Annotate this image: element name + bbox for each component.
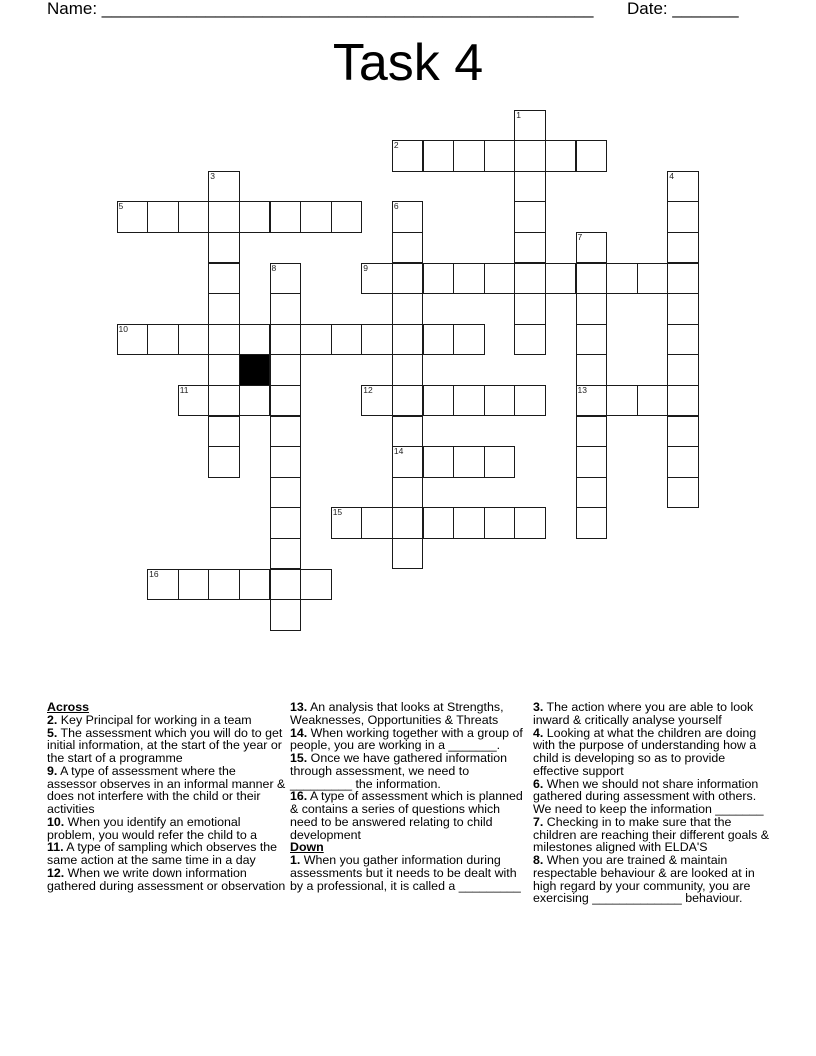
- grid-cell[interactable]: [208, 324, 240, 356]
- clue-down-6: 6. When we should not share information gathered during assessment with others. We need to keep the information _______: [533, 776, 764, 816]
- black-square: [239, 354, 271, 386]
- clue-down-3: 3. The action where you are able to look inward & critically analyse yourself: [533, 700, 754, 727]
- grid-cell[interactable]: [545, 140, 577, 172]
- grid-cell[interactable]: [208, 232, 240, 264]
- grid-cell[interactable]: [667, 446, 699, 478]
- grid-cell[interactable]: [667, 201, 699, 233]
- grid-cell[interactable]: [270, 507, 302, 539]
- grid-cell[interactable]: [270, 324, 302, 356]
- name-field-label: Name: ____________________________________________________: [47, 0, 594, 18]
- grid-cell[interactable]: [239, 569, 271, 601]
- grid-cell[interactable]: [208, 416, 240, 448]
- clue-across-2: 2. Key Principal for working in a team: [47, 712, 252, 727]
- clue-across-11: 11. A type of sampling which observes the same action at the same time in a day: [47, 840, 278, 867]
- grid-cell[interactable]: [514, 201, 546, 233]
- grid-cell[interactable]: [392, 446, 424, 478]
- clue-number: 2: [393, 140, 399, 151]
- page-title: Task 4: [332, 34, 484, 92]
- clue-number: 1: [516, 109, 522, 120]
- grid-cell[interactable]: [423, 324, 455, 356]
- grid-cell[interactable]: [178, 569, 210, 601]
- grid-cell[interactable]: [392, 263, 424, 295]
- grid-cell[interactable]: [392, 507, 424, 539]
- grid-cell[interactable]: [270, 293, 302, 325]
- clue-number: 6: [393, 201, 399, 212]
- clue-number: 8: [271, 262, 277, 273]
- grid-cell[interactable]: [453, 385, 485, 417]
- clue-across-10: 10. When you identify an emotional problem, you would refer the child to a: [47, 814, 258, 842]
- grid-cell[interactable]: [361, 507, 393, 539]
- crossword-grid: [117, 110, 717, 650]
- grid-cell[interactable]: [392, 201, 424, 233]
- grid-cell[interactable]: [270, 477, 302, 509]
- clue-number: 11: [179, 384, 189, 395]
- grid-cell[interactable]: [667, 385, 699, 417]
- grid-cell[interactable]: [147, 201, 179, 233]
- grid-cell[interactable]: [239, 324, 271, 356]
- grid-cell[interactable]: [484, 385, 516, 417]
- grid-cell[interactable]: [300, 569, 332, 601]
- grid-cell[interactable]: [576, 324, 608, 356]
- grid-cell[interactable]: [361, 324, 393, 356]
- grid-cell[interactable]: [270, 538, 302, 570]
- grid-cell[interactable]: [423, 140, 455, 172]
- clue-number: 5: [118, 201, 124, 212]
- grid-cell[interactable]: [453, 507, 485, 539]
- grid-cell[interactable]: [208, 385, 240, 417]
- grid-cell[interactable]: [484, 446, 516, 478]
- grid-cell[interactable]: [667, 324, 699, 356]
- grid-cell[interactable]: [147, 569, 179, 601]
- grid-cell[interactable]: [514, 232, 546, 264]
- grid-cell[interactable]: [270, 354, 302, 386]
- clue-down-4: 4. Looking at what the children are doing with the purpose of understanding how a child is developing so as to provide effective support: [533, 725, 757, 778]
- grid-cell[interactable]: [361, 385, 393, 417]
- grid-cell[interactable]: [514, 263, 546, 295]
- grid-cell[interactable]: [392, 324, 424, 356]
- grid-cell[interactable]: [576, 385, 608, 417]
- date-field-label: Date: _______: [627, 0, 739, 18]
- grid-cell[interactable]: [270, 569, 302, 601]
- grid-cell[interactable]: [453, 324, 485, 356]
- grid-cell[interactable]: [423, 446, 455, 478]
- grid-cell[interactable]: [514, 293, 546, 325]
- grid-cell[interactable]: [667, 293, 699, 325]
- grid-cell[interactable]: [576, 507, 608, 539]
- grid-cell[interactable]: [208, 354, 240, 386]
- down-heading: Down: [290, 840, 324, 855]
- grid-cell[interactable]: [300, 324, 332, 356]
- clue-across-5: 5. The assessment which you will do to get initial information, at the start of the year or the start of a programme: [47, 725, 283, 765]
- grid-cell[interactable]: [270, 201, 302, 233]
- grid-cell[interactable]: [453, 140, 485, 172]
- grid-cell[interactable]: [117, 201, 149, 233]
- grid-cell[interactable]: [300, 201, 332, 233]
- grid-cell[interactable]: [117, 324, 149, 356]
- grid-cell[interactable]: [392, 416, 424, 448]
- grid-cell[interactable]: [270, 446, 302, 478]
- grid-cell[interactable]: [667, 477, 699, 509]
- grid-cell[interactable]: [392, 232, 424, 264]
- clue-down-8: 8. When you are trained & maintain respectable behaviour & are looked at in high regard by your community, you are exercising _____________ behaviour.: [533, 853, 755, 906]
- clue-number: 4: [669, 170, 675, 181]
- grid-cell[interactable]: [514, 507, 546, 539]
- grid-cell[interactable]: [392, 293, 424, 325]
- grid-cell[interactable]: [667, 354, 699, 386]
- grid-cell[interactable]: [392, 140, 424, 172]
- grid-cell[interactable]: [239, 385, 271, 417]
- clues-column-3: [533, 701, 773, 905]
- grid-cell[interactable]: [484, 507, 516, 539]
- grid-cell[interactable]: [667, 232, 699, 264]
- grid-cell[interactable]: [270, 263, 302, 295]
- grid-cell[interactable]: [208, 263, 240, 295]
- clue-number: 14: [393, 446, 404, 457]
- clue-number: 9: [363, 262, 369, 273]
- grid-cell[interactable]: [514, 171, 546, 203]
- clue-number: 7: [577, 231, 583, 242]
- grid-cell[interactable]: [331, 201, 363, 233]
- clue-across-12: 12. When we write down information gathered during assessment or observation: [47, 865, 286, 893]
- grid-cell[interactable]: [514, 385, 546, 417]
- grid-cell[interactable]: [208, 446, 240, 478]
- grid-cell[interactable]: [178, 324, 210, 356]
- clues-column-1: [47, 701, 287, 892]
- grid-cell[interactable]: [331, 324, 363, 356]
- clue-down-1: 1. When you gather information during assessments but it needs to be dealt with by a professional, it is called a _________: [290, 853, 521, 893]
- grid-cell[interactable]: [239, 201, 271, 233]
- grid-cell[interactable]: [514, 324, 546, 356]
- grid-cell[interactable]: [637, 385, 669, 417]
- clue-across-14: 14. When working together with a group of people, you are working in a _______.: [290, 725, 523, 753]
- grid-cell[interactable]: [208, 569, 240, 601]
- grid-cell[interactable]: [514, 110, 546, 142]
- grid-cell[interactable]: [576, 263, 608, 295]
- clue-across-16: 16. A type of assessment which is planned & contains a series of questions which need to be answered relating to child development: [290, 789, 523, 842]
- grid-cell[interactable]: [178, 385, 210, 417]
- grid-cell[interactable]: [423, 507, 455, 539]
- clue-number: 12: [363, 384, 373, 395]
- across-heading: Across: [47, 700, 90, 714]
- clue-number: 16: [149, 568, 159, 579]
- grid-cell[interactable]: [484, 140, 516, 172]
- grid-cell[interactable]: [667, 263, 699, 295]
- grid-cell[interactable]: [270, 599, 302, 631]
- grid-cell[interactable]: [147, 324, 179, 356]
- grid-cell[interactable]: [484, 263, 516, 295]
- clue-number: 10: [118, 323, 128, 334]
- grid-cell[interactable]: [576, 140, 608, 172]
- clues-column-2: [290, 701, 528, 892]
- grid-cell[interactable]: [637, 263, 669, 295]
- grid-cell[interactable]: [423, 385, 455, 417]
- grid-cell[interactable]: [392, 354, 424, 386]
- grid-cell[interactable]: [514, 140, 546, 172]
- grid-cell[interactable]: [208, 171, 240, 203]
- clue-number: 15: [332, 507, 343, 518]
- clue-across-13: 13. An analysis that looks at Strengths, Weaknesses, Opportunities & Threats: [290, 700, 504, 727]
- grid-cell[interactable]: [392, 385, 424, 417]
- grid-cell[interactable]: [361, 263, 393, 295]
- grid-cell[interactable]: [208, 201, 240, 233]
- grid-cell[interactable]: [576, 477, 608, 509]
- clue-across-15: 15. Once we have gathered information through assessment, we need to _________ the information.: [290, 751, 507, 791]
- grid-cell[interactable]: [208, 293, 240, 325]
- grid-cell[interactable]: [667, 171, 699, 203]
- grid-cell[interactable]: [270, 385, 302, 417]
- grid-cell[interactable]: [667, 416, 699, 448]
- grid-cell[interactable]: [453, 263, 485, 295]
- grid-cell[interactable]: [392, 477, 424, 509]
- grid-cell[interactable]: [606, 385, 638, 417]
- grid-cell[interactable]: [576, 416, 608, 448]
- clue-number: 13: [577, 384, 587, 395]
- grid-cell[interactable]: [453, 446, 485, 478]
- grid-cell[interactable]: [423, 263, 455, 295]
- grid-cell[interactable]: [545, 263, 577, 295]
- grid-cell[interactable]: [178, 201, 210, 233]
- clue-number: 3: [210, 170, 216, 181]
- clue-across-9: 9. A type of assessment where the assessor observes in an informal manner & does not interfere with the child or their activities: [47, 763, 286, 816]
- grid-cell[interactable]: [576, 293, 608, 325]
- grid-cell[interactable]: [606, 263, 638, 295]
- grid-cell[interactable]: [576, 354, 608, 386]
- clue-down-7: 7. Checking in to make sure that the children are reaching their different goals & milestones aligned with ELDA'S: [533, 814, 770, 855]
- grid-cell[interactable]: [392, 538, 424, 570]
- grid-cell[interactable]: [576, 446, 608, 478]
- grid-cell[interactable]: [270, 416, 302, 448]
- grid-cell[interactable]: [331, 507, 363, 539]
- grid-cell[interactable]: [576, 232, 608, 264]
